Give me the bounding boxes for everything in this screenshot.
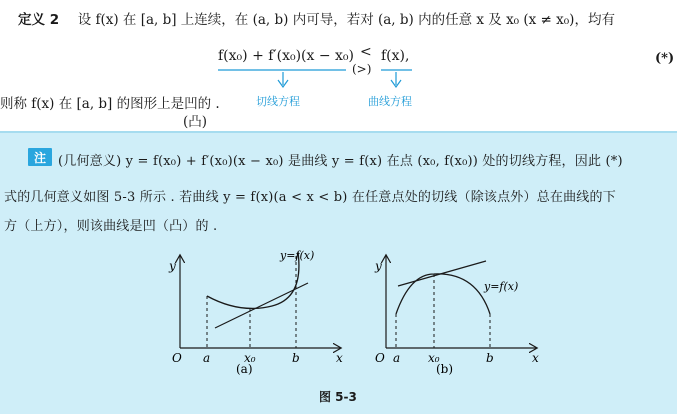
tick-a-b: a xyxy=(393,351,401,365)
tangent-line-b xyxy=(398,261,486,286)
inequality-relation-alt: (>) xyxy=(352,62,372,76)
y-label-a: y xyxy=(169,259,176,273)
equation-number: (*) xyxy=(655,51,675,66)
panel-label-a: (a) xyxy=(236,362,253,376)
tick-a-a: a xyxy=(203,351,211,365)
inequality-lhs: f(x₀) + f′(x₀)(x − x₀) xyxy=(218,48,354,64)
note-line-3: 方（上方），则该曲线是凹（凸）的 . xyxy=(4,219,218,234)
curve-caption: 曲线方程 xyxy=(368,95,412,108)
figure-panel-a xyxy=(160,246,350,378)
origin-b: O xyxy=(375,351,385,365)
figure-panel-b xyxy=(366,246,546,378)
note-badge: 注 xyxy=(28,148,52,166)
curve-label-a: y=f(x) xyxy=(280,249,315,262)
curve-b xyxy=(396,274,490,314)
definition-label: 定义 2 xyxy=(18,12,60,28)
conclusion-text: 则称 f(x) 在 [a, b] 的图形上是凹的 . xyxy=(0,96,220,112)
conclusion-alt: (凸) xyxy=(183,114,208,130)
tick-b-b: b xyxy=(486,351,494,365)
x-label-a: x xyxy=(336,351,343,365)
y-label-b: y xyxy=(375,259,382,273)
tick-x0-b: x₀ xyxy=(428,351,440,365)
inequality-relation: < xyxy=(360,44,372,60)
note-border xyxy=(0,131,677,133)
panel-label-b: (b) xyxy=(436,362,454,376)
figure-caption: 图 5-3 xyxy=(319,390,357,404)
origin-a: O xyxy=(172,351,182,365)
inequality-rhs: f(x), xyxy=(381,48,410,64)
curve-label-b: y=f(x) xyxy=(484,280,519,293)
tangent-caption: 切线方程 xyxy=(256,95,300,108)
definition-text: 设 f(x) 在 [a, b] 上连续，在 (a, b) 内可导，若对 (a, b) 内的任意 x 及 x₀ (x ≠ x₀)，均有 xyxy=(77,12,615,28)
tick-x0-a: x₀ xyxy=(244,351,256,365)
note-line-2: 式的几何意义如图 5-3 所示 . 若曲线 y = f(x)(a < x < b) 在任意点处的切线（除该点外）总在曲线的下 xyxy=(4,190,616,205)
note-line-1: (几何意义) y = f(x₀) + f′(x₀)(x − x₀) 是曲线 y = f(x) 在点 (x₀, f(x₀)) 处的切线方程，因此 (*) xyxy=(58,154,623,169)
tick-b-a: b xyxy=(292,351,300,365)
x-label-b: x xyxy=(532,351,539,365)
